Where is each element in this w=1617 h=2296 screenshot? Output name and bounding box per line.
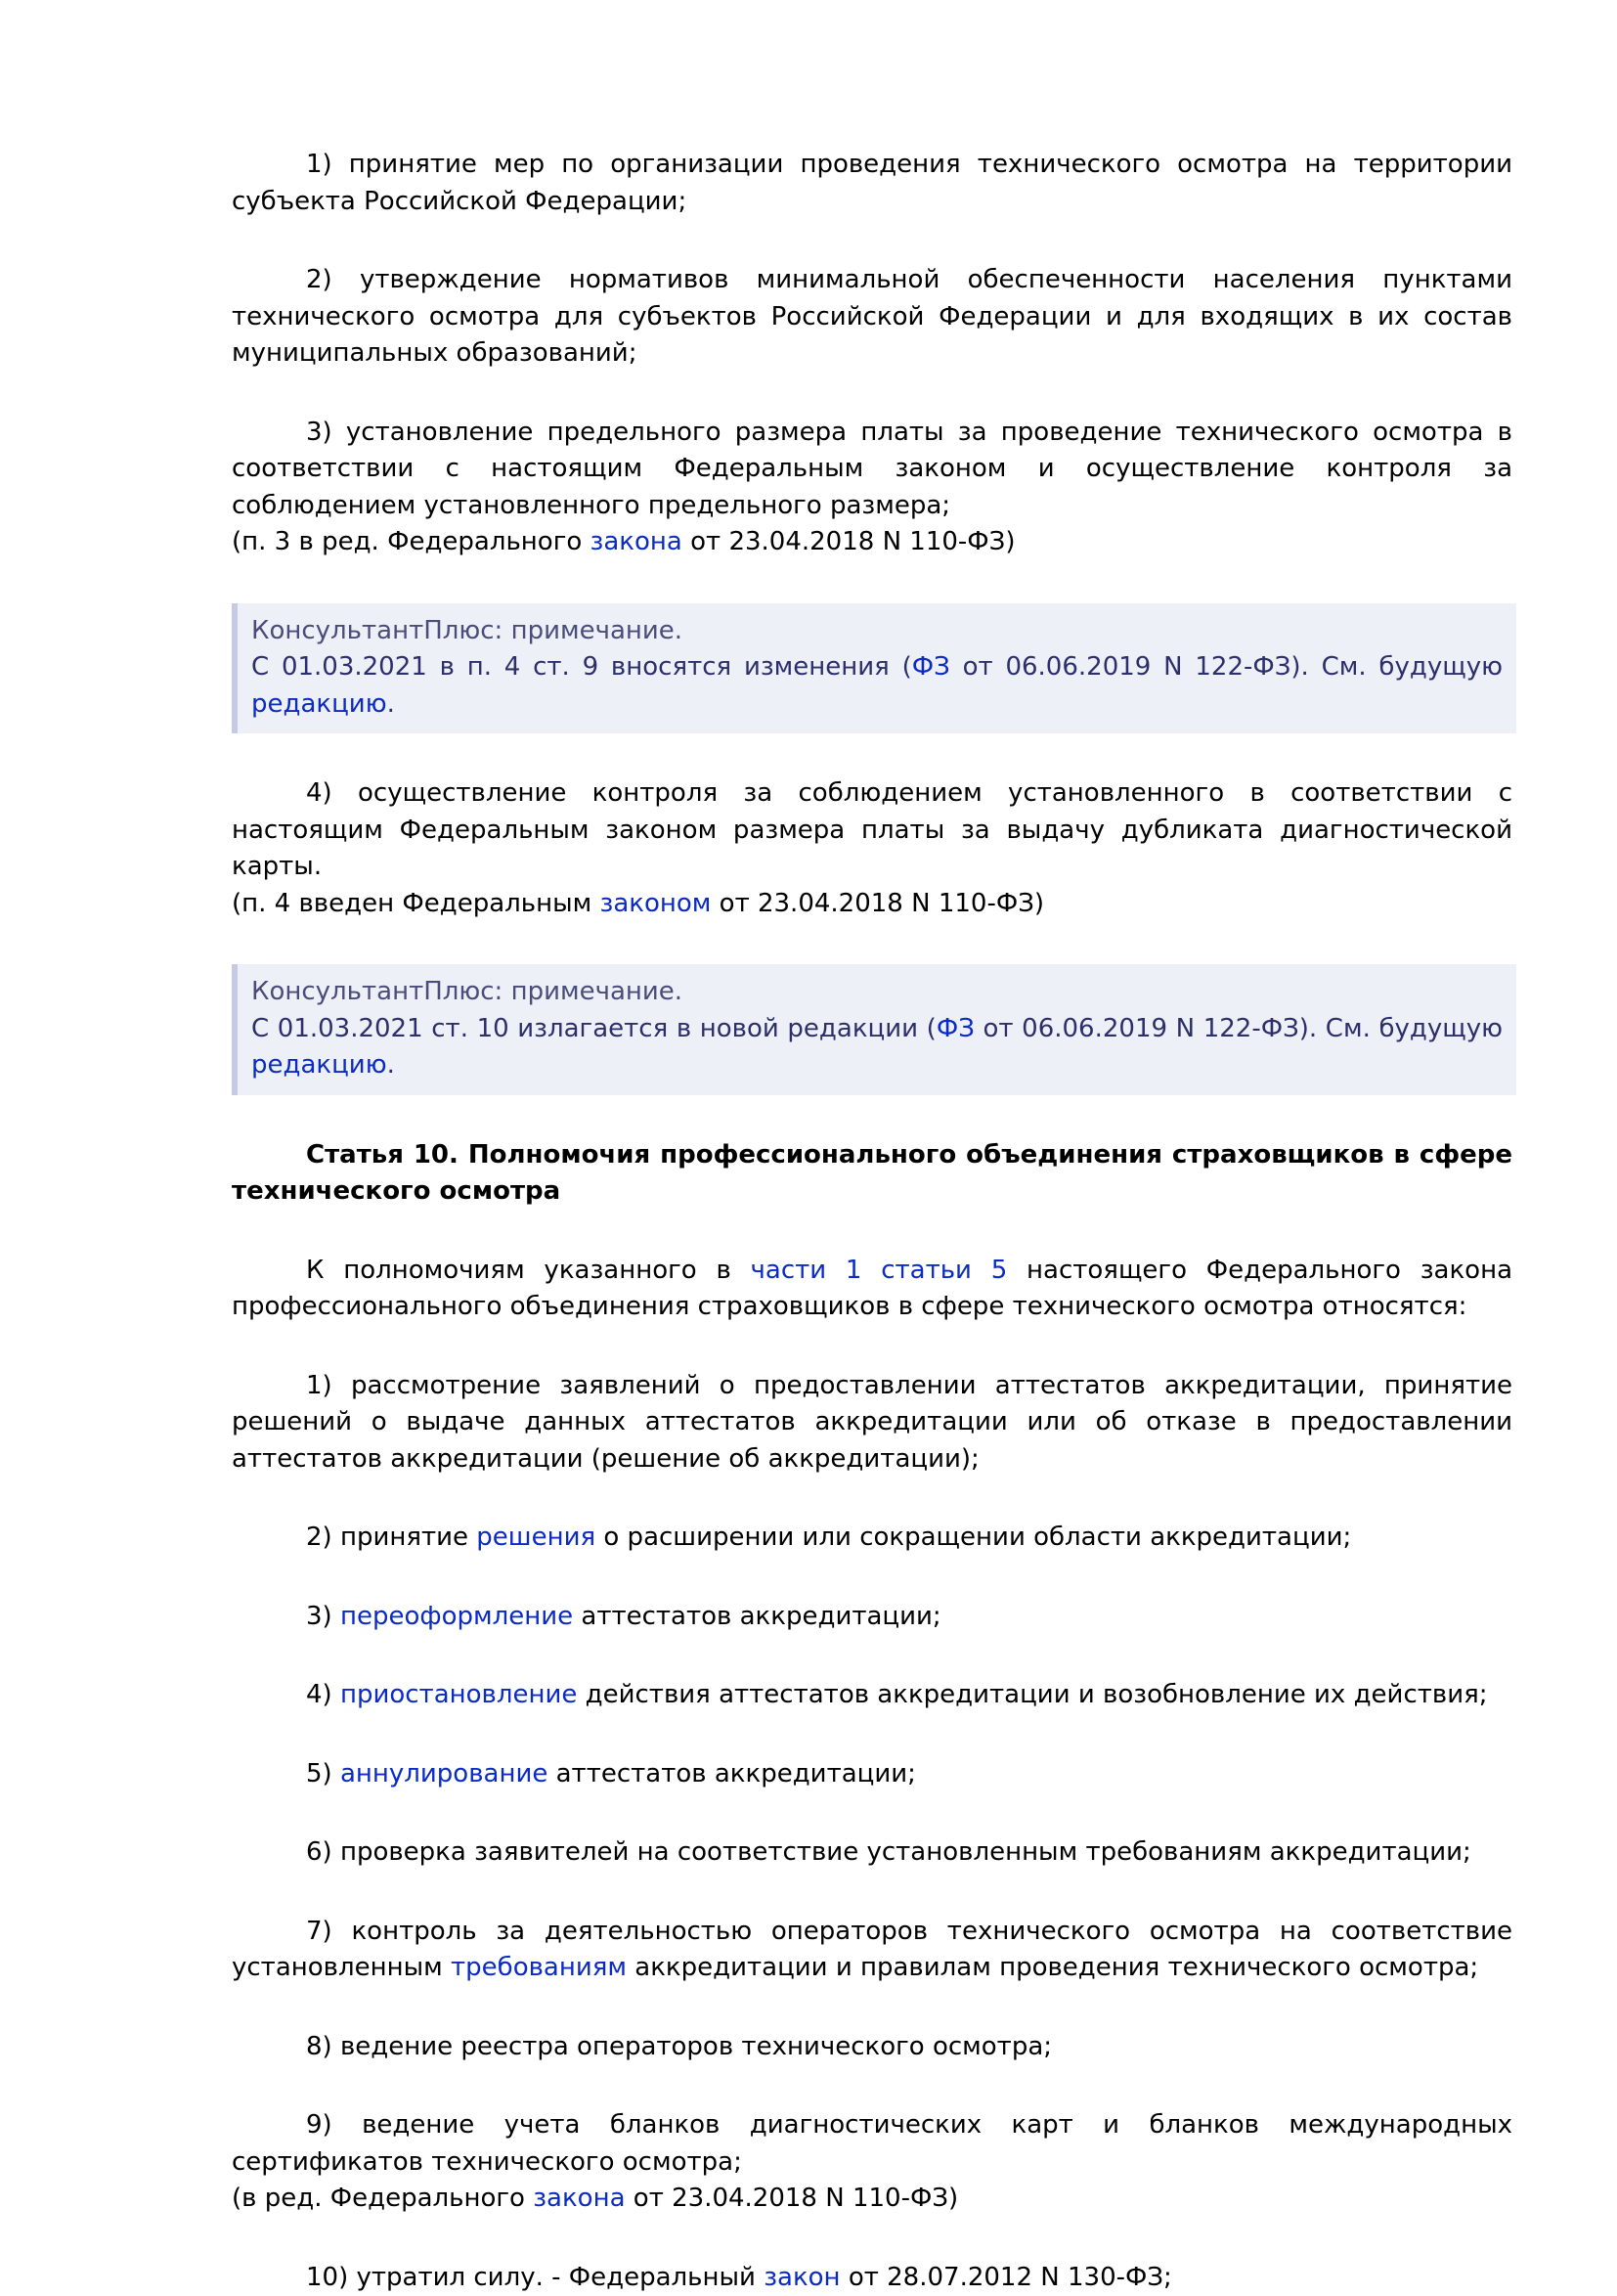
art9-item-4: 4) осуществление контроля за соблюдением установленного в соответствии с настоящим Федеральным законом размера платы за выдачу дубликата диагностической карты. bbox=[232, 775, 1512, 886]
art9-item-3-edit-note: (п. 3 в ред. Федерального закона от 23.04.2018 N 110-ФЗ) bbox=[232, 524, 1512, 561]
art10-item-9: 9) ведение учета бланков диагностических карт и бланков международных сертификатов технического осмотра; bbox=[232, 2107, 1512, 2181]
decision-link[interactable]: решения bbox=[476, 1523, 595, 1552]
article-10-heading: Статья 10. Полномочия профессионального объединения страховщиков в сфере технического осмотра bbox=[232, 1137, 1512, 1211]
note-title: КонсультантПлюс: примечание. bbox=[251, 974, 1503, 1011]
art9-item-1: 1) принятие мер по организации проведения технического осмотра на территории субъекта Российской Федерации; bbox=[232, 147, 1512, 220]
fz-link[interactable]: ФЗ bbox=[912, 652, 950, 682]
art9-item-3: 3) установление предельного размера платы за проведение технического осмотра в соответствии с настоящим Федеральным законом и осуществление контроля за соблюдением установленного предельного размера; bbox=[232, 415, 1512, 525]
note-title: КонсультантПлюс: примечание. bbox=[251, 613, 1503, 650]
art10-item-4: 4) приостановление действия аттестатов аккредитации и возобновление их действия; bbox=[232, 1677, 1512, 1714]
art10-item-3: 3) переоформление аттестатов аккредитации; bbox=[232, 1599, 1512, 1636]
suspension-link[interactable]: приостановление bbox=[340, 1680, 577, 1709]
document-page bbox=[232, 147, 1512, 2296]
art9-item-4-edit-note: (п. 4 введен Федеральным законом от 23.04.2018 N 110-ФЗ) bbox=[232, 886, 1512, 923]
art9-item-2: 2) утверждение нормативов минимальной обеспеченности населения пунктами технического осмотра для субъектов Российской Федерации и для входящих в их состав муниципальных образований; bbox=[232, 262, 1512, 373]
law-link[interactable]: закон bbox=[764, 2263, 840, 2292]
note-body: С 01.03.2021 в п. 4 ст. 9 вносятся изменения (ФЗ от 06.06.2019 N 122-ФЗ). См. будущую редакцию. bbox=[251, 649, 1503, 723]
future-edition-link[interactable]: редакцию bbox=[251, 1050, 387, 1080]
reissue-link[interactable]: переоформление bbox=[340, 1602, 573, 1631]
note-body: С 01.03.2021 ст. 10 излагается в новой редакции (ФЗ от 06.06.2019 N 122-ФЗ). См. будущую редакцию. bbox=[251, 1011, 1503, 1084]
annulment-link[interactable]: аннулирование bbox=[340, 1759, 547, 1788]
art10-item-1: 1) рассмотрение заявлений о предоставлении аттестатов аккредитации, принятие решений о выдаче данных аттестатов аккредитации или об отказе в предоставлении аттестатов аккредитации (решение об аккредитации); bbox=[232, 1368, 1512, 1479]
law-link[interactable]: закона bbox=[533, 2184, 625, 2213]
law-link[interactable]: законом bbox=[600, 889, 712, 918]
part1-article5-link[interactable]: части 1 статьи 5 bbox=[751, 1256, 1008, 1285]
fz-link[interactable]: ФЗ bbox=[937, 1014, 975, 1043]
article-10-intro: К полномочиям указанного в части 1 статьи 5 настоящего Федерального закона профессионального объединения страховщиков в сфере технического осмотра относятся: bbox=[232, 1253, 1512, 1326]
law-link[interactable]: закона bbox=[590, 527, 682, 556]
art10-item-10: 10) утратил силу. - Федеральный закон от 28.07.2012 N 130-ФЗ; bbox=[232, 2260, 1512, 2296]
art10-item-9-edit-note: (в ред. Федерального закона от 23.04.2018 N 110-ФЗ) bbox=[232, 2181, 1512, 2218]
consultant-note-1 bbox=[232, 603, 1516, 734]
art10-item-2: 2) принятие решения о расширении или сокращении области аккредитации; bbox=[232, 1520, 1512, 1557]
art10-item-7: 7) контроль за деятельностью операторов технического осмотра на соответствие установленным требованиям аккредитации и правилам проведения технического осмотра; bbox=[232, 1914, 1512, 1987]
future-edition-link[interactable]: редакцию bbox=[251, 689, 387, 719]
art10-item-5: 5) аннулирование аттестатов аккредитации; bbox=[232, 1756, 1512, 1793]
requirements-link[interactable]: требованиям bbox=[451, 1953, 627, 1982]
art10-item-6: 6) проверка заявителей на соответствие установленным требованиям аккредитации; bbox=[232, 1834, 1512, 1872]
consultant-note-2 bbox=[232, 964, 1516, 1095]
art10-item-8: 8) ведение реестра операторов технического осмотра; bbox=[232, 2029, 1512, 2066]
